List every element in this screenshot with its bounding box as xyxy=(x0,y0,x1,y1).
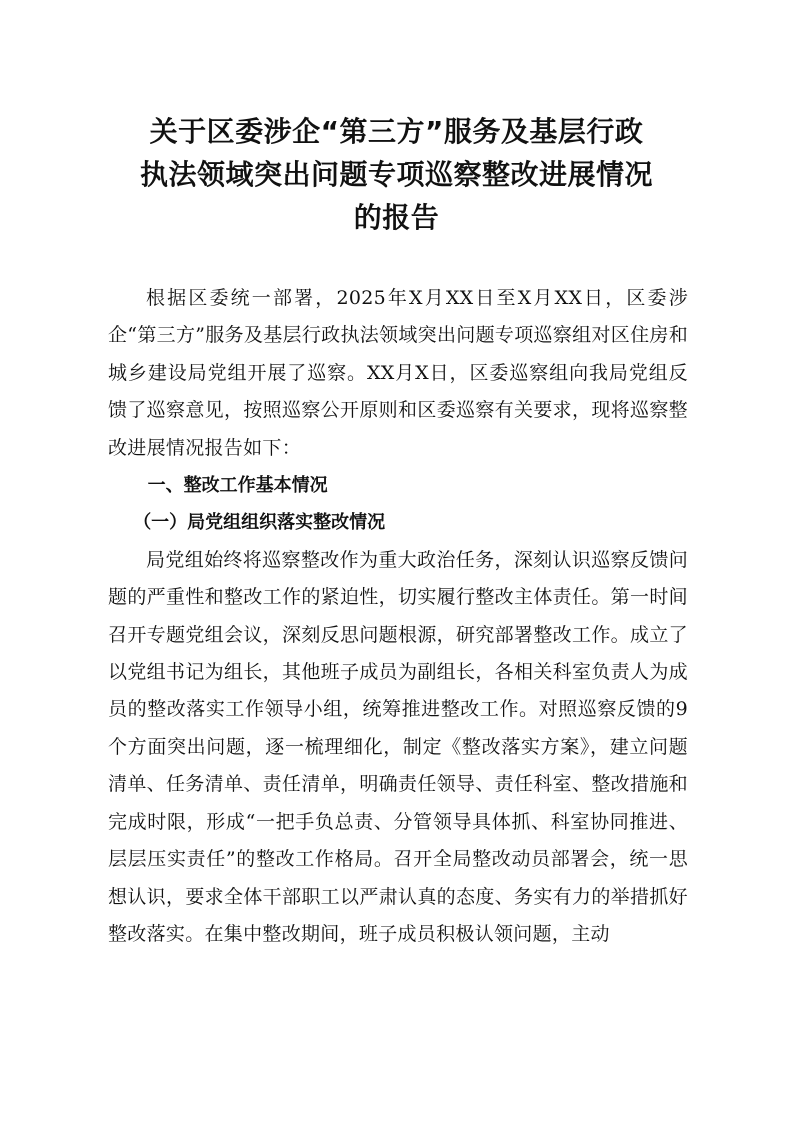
intro-paragraph: 根据区委统一部署，2025年X月XX日至X月XX日，区委涉企“第三方”服务及基层行政执法领域突出问题专项巡察组对区住房和城乡建设局党组开展了巡察。XX月X日，区委巡察组向我局党组反馈了巡察意见，按照巡察公开原则和区委巡察有关要求，现将巡察整改进展情况报告如下： xyxy=(108,287,688,459)
section-heading: 一、整改工作基本情况 xyxy=(147,475,328,497)
subsection-heading: （一）局党组组织落实整改情况 xyxy=(133,512,386,534)
title-line-1: 关于区委涉企“第三方”服务及基层行政 xyxy=(149,115,644,148)
title-line-2: 执法领域突出问题专项巡察整改进展情况 xyxy=(139,158,653,191)
title-line-3: 的报告 xyxy=(353,201,440,234)
body-paragraph: 局党组始终将巡察整改作为重大政治任务，深刻认识巡察反馈问题的严重性和整改工作的紧迫性，切实履行整改主体责任。第一时间召开专题党组会议，深刻反思问题根源，研究部署整改工作。成立了以党组书记为组长，其他班子成员为副组长，各相关科室负责人为成员的整改落实工作领导小组，统筹推进整改工作。对照巡察反馈的9个方面突出问题，逐一梳理细化，制定《整改落实方案》，建立问题清单、任务清单、责任清单，明确责任领导、责任科室、整改措施和完成时限，形成“一把手负总责、分管领导具体抓、科室协同推进、层层压实责任”的整改工作格局。召开全局整改动员部署会，统一思想认识，要求全体干部职工以严肃认真的态度、务实有力的举措抓好整改落实。在集中整改期间，班子成员积极认领问题，主动 xyxy=(108,548,688,945)
document-title xyxy=(80,110,713,239)
document-body xyxy=(108,280,688,953)
